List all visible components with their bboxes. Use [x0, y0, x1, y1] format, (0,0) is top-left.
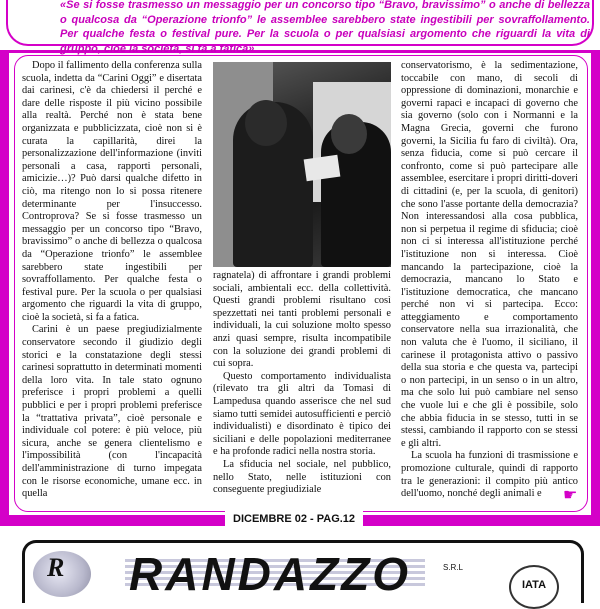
left-accent-bar	[0, 50, 9, 515]
top-banner	[0, 0, 600, 53]
photo-person-left-head	[245, 100, 287, 146]
photo-person-right-head	[331, 114, 367, 154]
right-accent-bar	[591, 50, 600, 515]
logo-letter: R	[47, 553, 65, 582]
paragraph: conservatorismo, è la sedimentazione, toccabile con mano, di secoli di oppressione di dominazioni, monarchie e governi rapaci e incapaci di governo che sia governo (solo con i Normanni e la Magna Grecia, governi che furono governi, la Sicilia fu faro di civiltà). Ora, senza fiducia, come si può cercare il confronto, come si può partecipare alle assemblee, esercitare i propri diritti-doveri di cittadini (e, per la scuola, di genitori) che sono l'asse portante della democrazia? Non interessandosi alla cosa pubblica, non si perpetua il regime di sfiducia; cioè non ci si interessa all'istituzione perché l'istituzione non si interessa. Cioè mancando la partecipazione, cioè la democrazia, mancano lo Stato e l'istituzione democratica, che mancano perché non vi si partecipa. Ecco: atteggiamento e comportamento conservatore nella sua irrazionalità, che non valuta che è l'uomo, il siciliano, il carinese il protagonista attivo o passivo della sua storia e che questa va, partecipi o non partecipi, in un senso o in un altro, ma che solo lui può cambiare nel senso che vuole lui e che gli è possibile, solo che abbia fiducia in se stesso, tutti in se stessi, cambiando il rapporto con se stessi e gli altri.	[401, 60, 578, 449]
paragraph: Dopo il fallimento della conferenza sulla scuola, indetta da “Carini Oggi” e disertata dai carinesi, c'è da chiedersi il perché e dare delle risposte il più vicino possibile alla realtà. Perché non è stata bene organizzata e pubblicizzata, cioè non si è curata la capillarità, direi la personalizzazione dell'informazione (inviti personali a casa, rapporti personali, amicizie…)? Può darsi qualche difetto in ciò, ma ritengo non lo si possa ritenere determinante per l'insuccesso. Controprova? Se si fosse trasmesso un messaggio per un concorso tipo “Bravo, bravissimo” o anche di bellezza o qualcosa da “Operazione trionfo” le assemblee sarebbero state ingestibili per sovraffollamento. Per qualche festa o festival pure. Per la scuola o per qualsiasi argomento che riguardi la vita di gruppo, cioè la società, si fa a fatica.	[22, 60, 202, 323]
article-column-2	[213, 270, 391, 500]
ad-company-suffix: S.R.L	[443, 563, 464, 572]
paragraph: ragnatela) di affrontare i grandi problemi sociali, ambientali ecc. della collettività. Questi grandi problemi risultano così spezzettati nei tanti problemi personali e individuali, la cui soluzione molto spesso anzi quasi sempre, risulta incompatibile con la soluzione dei grandi problemi di cui sopra.	[213, 270, 391, 370]
article-column-3	[401, 60, 578, 500]
ad-company-name: RANDAZZO	[129, 548, 412, 600]
banner-frame	[6, 0, 594, 55]
pointing-hand-icon: ☛	[563, 487, 578, 504]
photo-paper	[304, 155, 341, 182]
iata-label: IATA	[521, 579, 547, 591]
paragraph: Carini è un paese pregiudizialmente conservatore secondo il giudizio degli storici e la constatazione degli stessi carinesi soprattutto in determinati momenti della loro vita. In tale stato ognuno preferisce i propri problemi a quelli pubblici e per i propri problemi preferisce la “trattativa privata”, cioè personale e individuale col potere: è più veloce, più sicura, anche se genera clientelismo e l'impossibilità (con l'incapacità dell'amministrazione di turno impegata con le risorse economiche, umane ecc. in quella	[22, 324, 202, 500]
paragraph: La scuola ha funzioni di trasmissione e promozione culturale, quindi di rapporto tra le generazioni: il compito più antico dell'uomo, nonché degli animali e	[401, 450, 578, 500]
paragraph: La sfiducia nel sociale, nel pubblico, nello Stato, nelle istituzioni con conseguente pregiudiziale	[213, 458, 391, 496]
article-column-1	[22, 60, 202, 500]
iata-logo-icon	[509, 565, 559, 609]
article-photo	[213, 62, 391, 267]
advertisement-randazzo[interactable]	[22, 540, 584, 603]
paragraph: Questo comportamento individualista (rilevato tra gli altri da Tomasi di Lampedusa quando asserisce che nel sud siamo tutti semidei autosufficienti e perciò individualisti) e disordinato è tipico dei siciliani e delle popolazioni mediterranee e ha profonde radici nella nostra storia.	[213, 370, 391, 458]
banner-quote: «Se si fosse trasmesso un messaggio per un concorso tipo “Bravo, bravissimo” o anche di bellezza o qualcosa da “Operazione trionfo” le assemblee sarebbero state ingestibili per sovraffollamento. Per qualche festa o festival pure. Per la scuola o per qualsiasi argomento che riguardi la vita di gruppo, cioè la società, si fa a fatica»	[60, 0, 590, 55]
page-footer-label: DICEMBRE 02 - PAG.12	[225, 511, 363, 527]
